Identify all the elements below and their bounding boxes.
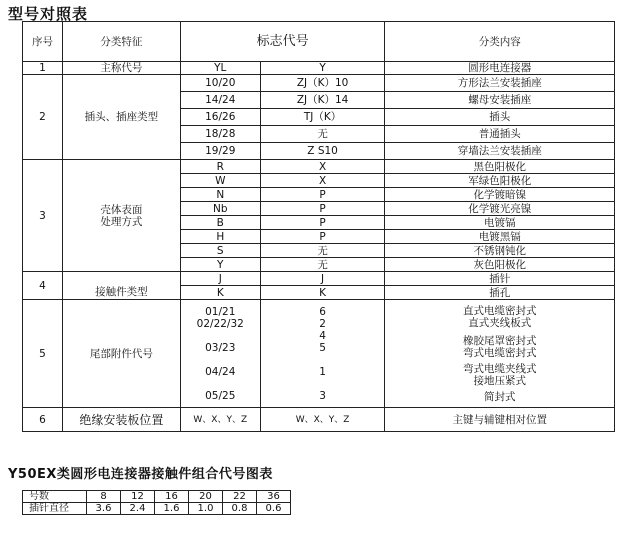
content-line: 直式电缆密封式 <box>462 304 537 317</box>
pin-diameter-table <box>22 490 291 515</box>
code-left-cell: 19/29 <box>180 143 260 160</box>
row-label: 插针直径 <box>23 503 87 515</box>
code-line: 5 <box>319 341 326 354</box>
seq-cell: 5 <box>23 300 63 408</box>
code-left-cell: J <box>180 272 260 286</box>
feature-cell: 尾部附件代号 <box>62 300 180 408</box>
header-code: 标志代号 <box>180 22 385 62</box>
code-right-cell: P <box>260 230 385 244</box>
table-row <box>23 503 291 515</box>
content-line: 简封式 <box>483 390 516 403</box>
code-line <box>263 354 383 366</box>
seq-cell: 2 <box>23 75 63 160</box>
model-comparison-table <box>22 21 615 432</box>
code-right-cell: X <box>260 160 385 174</box>
code-left-cell: S <box>180 244 260 258</box>
code-line: 2 <box>319 317 326 330</box>
table-row <box>23 75 615 92</box>
feature-line: 壳体表面 <box>100 203 143 216</box>
size-cell: 20 <box>189 491 223 503</box>
code-right-cell: J <box>260 272 385 286</box>
code-left-cell: K <box>180 286 260 300</box>
code-right-cell: ZJ（K）14 <box>260 92 385 109</box>
size-cell: 8 <box>87 491 121 503</box>
table-row <box>23 160 615 174</box>
code-right-cell: ZJ（K）10 <box>260 75 385 92</box>
feature-cell <box>62 160 180 272</box>
content-line: 弯式电缆密封式 <box>462 346 537 359</box>
table-header-row <box>23 22 615 62</box>
content-cell: 化学镀暗镍 <box>385 188 615 202</box>
code-line <box>183 354 258 366</box>
code-right-cell: Z S10 <box>260 143 385 160</box>
section-title: Y50EX类圆形电连接器接触件组合代号图表 <box>8 467 273 482</box>
table-row <box>23 408 615 432</box>
content-cell: 电镀黑镉 <box>385 230 615 244</box>
row-label: 号数 <box>23 491 87 503</box>
code-left-cell: Y <box>180 258 260 272</box>
code-line: 01/21 <box>205 305 236 318</box>
content-cell: 螺母安装插座 <box>385 92 615 109</box>
code-left-cell: 14/24 <box>180 92 260 109</box>
seq-cell: 6 <box>23 408 63 432</box>
diameter-cell: 1.6 <box>155 503 189 515</box>
code-right-cell: X <box>260 174 385 188</box>
page-title: 型号对照表 <box>8 5 89 23</box>
code-left-cell: YL <box>180 62 260 75</box>
size-cell: 12 <box>121 491 155 503</box>
content-line: 直式夹线板式 <box>468 316 532 329</box>
content-cell: 不锈钢钝化 <box>385 244 615 258</box>
code-line: 3 <box>319 389 326 402</box>
diameter-cell: 0.6 <box>257 503 291 515</box>
code-left-cell: 10/20 <box>180 75 260 92</box>
size-cell: 36 <box>257 491 291 503</box>
diameter-cell: 3.6 <box>87 503 121 515</box>
size-cell: 16 <box>155 491 189 503</box>
code-left-cell: B <box>180 216 260 230</box>
code-right-cell: P <box>260 202 385 216</box>
code-left-cell: W <box>180 174 260 188</box>
code-line: 03/23 <box>205 341 236 354</box>
code-line: 1 <box>319 365 326 378</box>
code-line <box>263 378 383 390</box>
header-seq: 序号 <box>23 22 63 62</box>
content-cell: 电镀镉 <box>385 216 615 230</box>
code-left-cell: N <box>180 188 260 202</box>
content-cell: 化学镀光亮镍 <box>385 202 615 216</box>
content-cell: 主键与辅键相对位置 <box>385 408 615 432</box>
code-right-cell: Y <box>260 62 385 75</box>
diameter-cell: 0.8 <box>223 503 257 515</box>
feature-cell: 插头、插座类型 <box>62 75 180 160</box>
diameter-cell: 2.4 <box>121 503 155 515</box>
code-line <box>183 378 258 390</box>
header-content: 分类内容 <box>385 22 615 62</box>
feature-cell: 接触件类型 <box>62 272 180 300</box>
content-line: 弯式电缆夹线式 <box>462 362 537 375</box>
content-cell: 普通插头 <box>385 126 615 143</box>
content-cell: 黑色阳极化 <box>385 160 615 174</box>
code-right-cell: W、X、Y、Z <box>260 408 385 432</box>
code-line: 6 <box>319 305 326 318</box>
feature-line: 处理方式 <box>100 215 143 228</box>
code-left-cell: Nb <box>180 202 260 216</box>
seq-cell: 1 <box>23 62 63 75</box>
content-cell: 穿墙法兰安装插座 <box>385 143 615 160</box>
code-line: 4 <box>319 329 326 342</box>
code-line: 04/24 <box>205 365 236 378</box>
content-cell: 圆形电连接器 <box>385 62 615 75</box>
code-left-cell: H <box>180 230 260 244</box>
code-line: 05/25 <box>205 389 236 402</box>
code-left-cell: R <box>180 160 260 174</box>
code-left-cell: 16/26 <box>180 109 260 126</box>
code-left-cell: W、X、Y、Z <box>180 408 260 432</box>
code-right-cell: P <box>260 216 385 230</box>
content-cell: 军绿色阳极化 <box>385 174 615 188</box>
content-cell: 插头 <box>385 109 615 126</box>
content-line: 橡胶尾罩密封式 <box>462 334 537 347</box>
table-row <box>23 272 615 286</box>
table-row <box>23 62 615 75</box>
table-row <box>23 300 615 408</box>
code-left-cell <box>180 300 260 408</box>
feature-cell: 主称代号 <box>62 62 180 75</box>
code-left-cell: 18/28 <box>180 126 260 143</box>
feature-cell: 绝缘安装板位置 <box>62 408 180 432</box>
code-right-cell: 无 <box>260 126 385 143</box>
size-cell: 22 <box>223 491 257 503</box>
code-line: 02/22/32 <box>196 317 244 330</box>
code-right-cell: 无 <box>260 244 385 258</box>
code-right-cell: P <box>260 188 385 202</box>
content-cell <box>385 300 615 408</box>
header-feature: 分类特征 <box>62 22 180 62</box>
code-right-cell: K <box>260 286 385 300</box>
seq-cell: 4 <box>23 272 63 300</box>
table-row <box>23 491 291 503</box>
content-cell: 插针 <box>385 272 615 286</box>
content-cell: 方形法兰安装插座 <box>385 75 615 92</box>
seq-cell: 3 <box>23 160 63 272</box>
content-cell: 插孔 <box>385 286 615 300</box>
diameter-cell: 1.0 <box>189 503 223 515</box>
code-right-cell: 无 <box>260 258 385 272</box>
content-line: 接地压紧式 <box>473 374 526 387</box>
code-right-cell <box>260 300 385 408</box>
content-cell: 灰色阳极化 <box>385 258 615 272</box>
code-line <box>183 330 258 342</box>
code-right-cell: TJ（K） <box>260 109 385 126</box>
